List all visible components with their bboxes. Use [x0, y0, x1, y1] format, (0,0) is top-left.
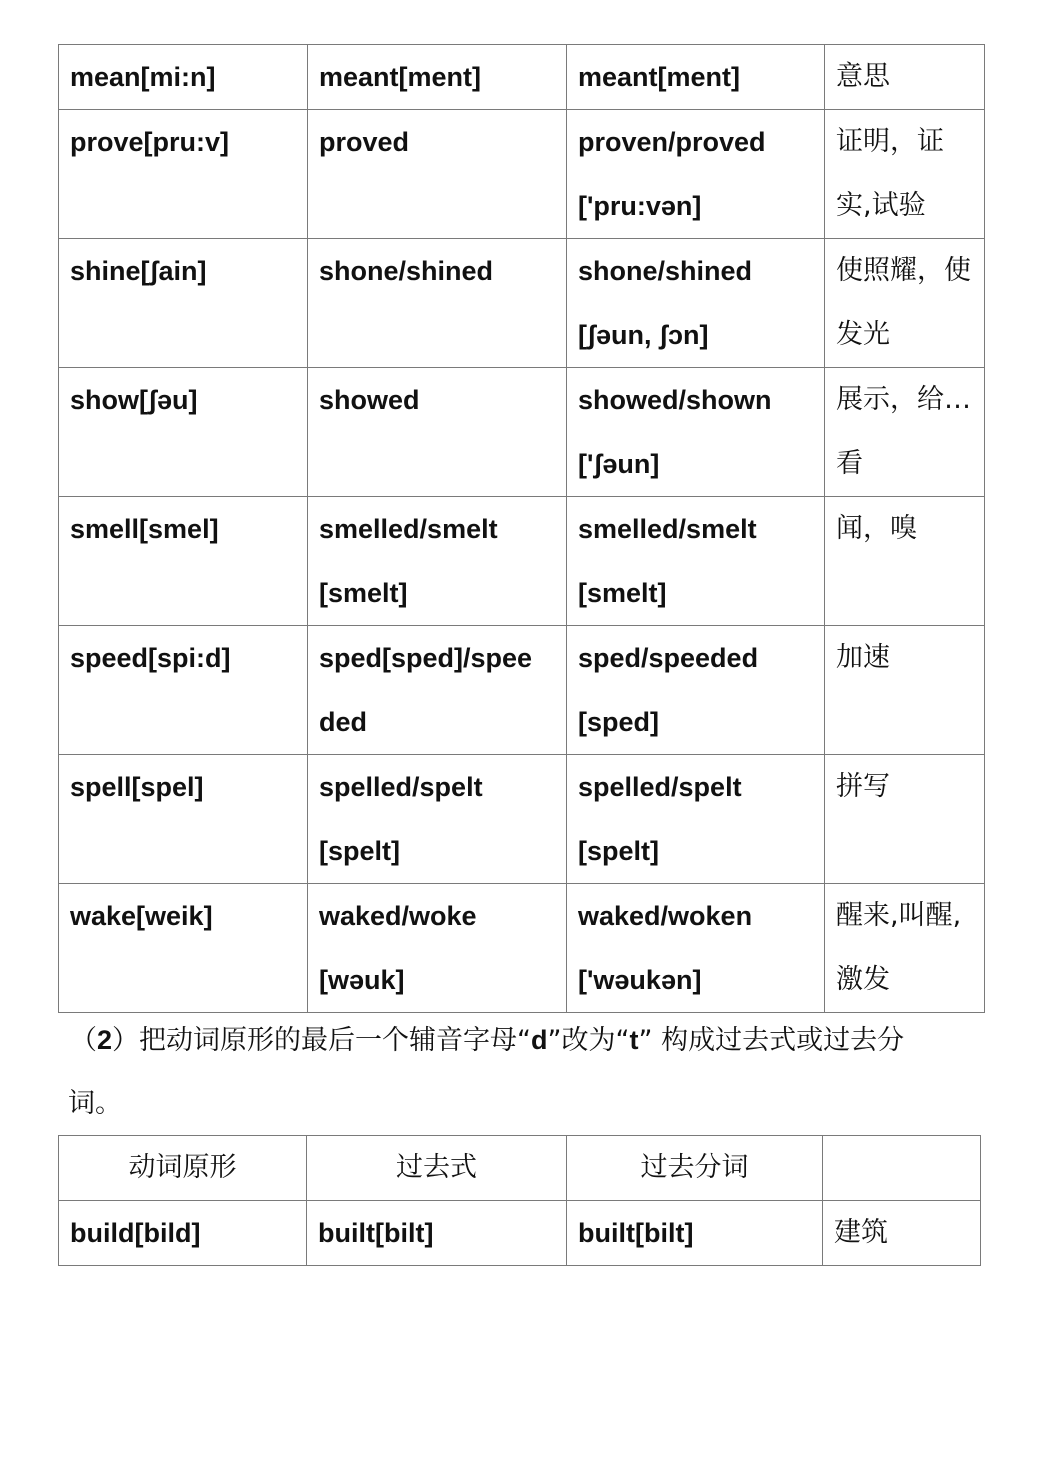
- cell-text-line: ['ʃəun]: [578, 449, 660, 479]
- cell-meaning: [825, 110, 985, 239]
- cell-text-line: showed: [319, 385, 420, 415]
- table-row: [59, 755, 985, 884]
- cell-text-line: wake[weik]: [70, 901, 213, 931]
- cell-past-tense: [308, 626, 567, 755]
- table-row: [59, 239, 985, 368]
- cell-text-line: proved: [319, 127, 410, 157]
- cell-text-line: 拼写: [836, 771, 890, 802]
- cell-text-line: speed[spi:d]: [70, 643, 231, 673]
- cell-text-line: prove[pru:v]: [70, 127, 230, 157]
- cell-past-tense: [308, 239, 567, 368]
- header-meaning: [823, 1136, 981, 1201]
- cell-past-participle: [567, 884, 825, 1013]
- cell-past-tense: [308, 884, 567, 1013]
- cell-past-participle: built[bilt]: [567, 1201, 823, 1266]
- irregular-verb-table: [58, 44, 985, 1013]
- cell-text-line: smelled/smelt: [319, 514, 498, 544]
- cell-text-line: shine[ʃain]: [70, 256, 207, 286]
- table-row: [59, 45, 985, 110]
- cell-text-line: shone/shined: [578, 256, 753, 286]
- cell-text-line: ['wəukən]: [578, 965, 702, 995]
- cell-text-line: ded: [319, 707, 368, 737]
- cell-text-line: 展示，给…: [836, 384, 971, 415]
- cell-text-line: shone/shined: [319, 256, 494, 286]
- cell-text-line: [wəuk]: [319, 965, 405, 995]
- cell-meaning: [825, 239, 985, 368]
- note-paren-open: （: [70, 1025, 97, 1056]
- verb-table-body: [59, 45, 985, 1013]
- cell-text-line: 加速: [836, 642, 890, 673]
- rule-note: [70, 1008, 970, 1136]
- note-text-part3: ” 构成过去式或过去分: [638, 1025, 905, 1056]
- cell-past-participle: [567, 239, 825, 368]
- rule-note-line-2: 词。: [68, 1088, 122, 1119]
- cell-text-line: waked/woke: [319, 901, 477, 931]
- cell-meaning: [825, 626, 985, 755]
- cell-text-line: waked/woken: [578, 901, 753, 931]
- table-row: [59, 1201, 981, 1266]
- cell-past-participle: [567, 110, 825, 239]
- cell-text-line: 使照耀，使: [836, 255, 971, 286]
- cell-base-form: [59, 368, 308, 497]
- cell-text-line: sped[sped]/spee: [319, 643, 533, 673]
- header-base-form: 动词原形: [59, 1136, 307, 1201]
- cell-past-tense: [308, 45, 567, 110]
- cell-text-line: 证明，证: [836, 126, 944, 157]
- cell-text-line: meant[ment]: [319, 62, 482, 92]
- cell-text-line: spelled/spelt: [319, 772, 483, 802]
- cell-text-line: [smelt]: [578, 578, 667, 608]
- cell-base-form: build[bild]: [59, 1201, 307, 1266]
- cell-past-tense: [308, 368, 567, 497]
- cell-text-line: 实,试验: [836, 190, 926, 221]
- cell-text-line: [smelt]: [319, 578, 408, 608]
- table-row: [59, 884, 985, 1013]
- cell-base-form: [59, 45, 308, 110]
- table-row: [59, 626, 985, 755]
- cell-base-form: [59, 110, 308, 239]
- cell-text-line: 闻，嗅: [836, 513, 917, 544]
- table-row: [59, 497, 985, 626]
- cell-text-line: [sped]: [578, 707, 659, 737]
- cell-past-tense: [308, 110, 567, 239]
- cell-text-line: 醒来,叫醒,: [836, 900, 962, 931]
- cell-meaning: 建筑: [823, 1201, 981, 1266]
- cell-text-line: [spelt]: [578, 836, 659, 866]
- cell-past-participle: [567, 626, 825, 755]
- cell-text-line: sped/speeded: [578, 643, 759, 673]
- cell-meaning: [825, 45, 985, 110]
- cell-text-line: 激发: [836, 964, 890, 995]
- cell-meaning: [825, 884, 985, 1013]
- cell-text-line: spell[spel]: [70, 772, 204, 802]
- table-row: [59, 368, 985, 497]
- cell-text-line: proven/proved: [578, 127, 766, 157]
- cell-past-participle: [567, 497, 825, 626]
- cell-text-line: 看: [836, 448, 863, 479]
- note-text-part2: ”改为“: [547, 1025, 630, 1056]
- header-past-tense: 过去式: [307, 1136, 567, 1201]
- cell-text-line: spelled/spelt: [578, 772, 742, 802]
- cell-text-line: [ʃəun, ʃɔn]: [578, 320, 709, 350]
- note-number: 2: [97, 1025, 113, 1055]
- cell-base-form: [59, 755, 308, 884]
- cell-text-line: ['pru:vən]: [578, 191, 702, 221]
- cell-text-line: [spelt]: [319, 836, 400, 866]
- cell-base-form: [59, 497, 308, 626]
- cell-past-tense: [308, 497, 567, 626]
- rule-note-line-1: [70, 1008, 970, 1072]
- cell-text-line: meant[ment]: [578, 62, 741, 92]
- cell-base-form: [59, 884, 308, 1013]
- note-letter-t: t: [629, 1025, 639, 1055]
- cell-base-form: [59, 239, 308, 368]
- cell-text-line: mean[mi:n]: [70, 62, 216, 92]
- cell-past-tense: [308, 755, 567, 884]
- cell-text-line: showed/shown: [578, 385, 772, 415]
- cell-text-line: 意思: [836, 61, 890, 92]
- cell-text-line: 发光: [836, 319, 890, 350]
- cell-meaning: [825, 497, 985, 626]
- build-verb-table: [58, 1135, 981, 1266]
- header-past-participle: 过去分词: [567, 1136, 823, 1201]
- note-letter-d: d: [531, 1025, 548, 1055]
- cell-past-tense: built[bilt]: [307, 1201, 567, 1266]
- cell-past-participle: [567, 755, 825, 884]
- cell-text-line: show[ʃəu]: [70, 385, 198, 415]
- note-text-part1: ）把动词原形的最后一个辅音字母“: [112, 1025, 532, 1056]
- cell-text-line: smelled/smelt: [578, 514, 757, 544]
- cell-text-line: smell[smel]: [70, 514, 219, 544]
- table-header-row: [59, 1136, 981, 1201]
- cell-past-participle: [567, 45, 825, 110]
- cell-meaning: [825, 755, 985, 884]
- table-row: [59, 110, 985, 239]
- cell-meaning: [825, 368, 985, 497]
- cell-past-participle: [567, 368, 825, 497]
- cell-base-form: [59, 626, 308, 755]
